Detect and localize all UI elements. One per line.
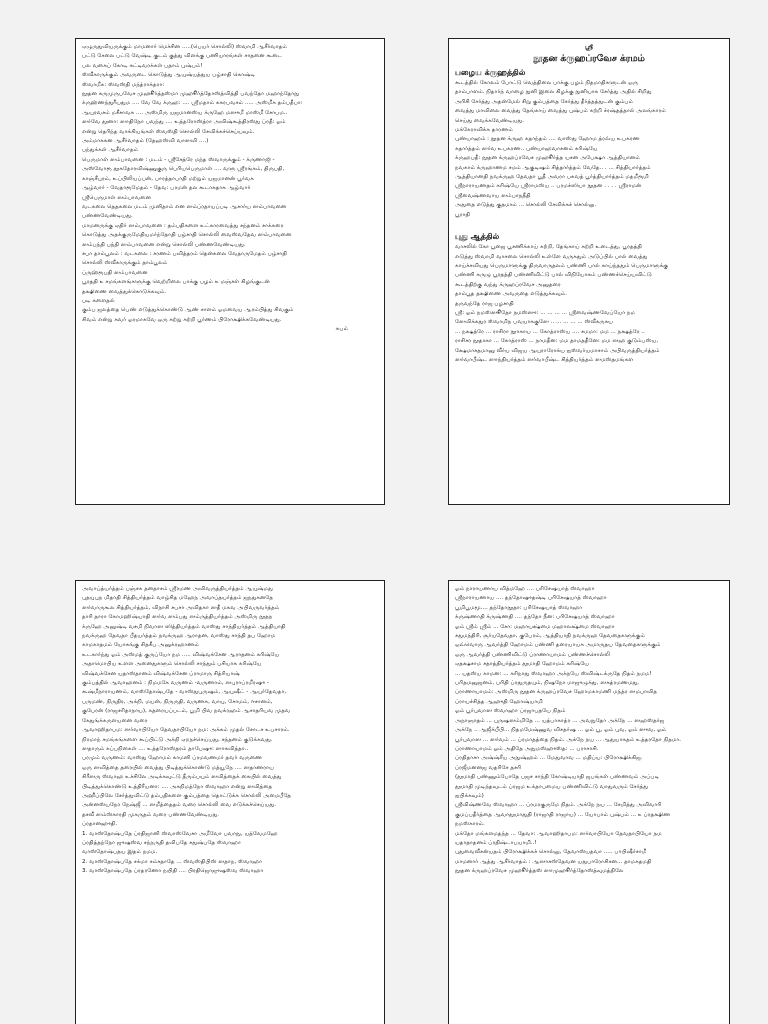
text-line: ஏழுருதுவியருக்கும் மாமனார் மெச்சின .....(பெயர் சொல்லி) ஸ்வாமி ஆசீர்வாதம் [82,44,287,50]
text-line: க்ருஹ்ணந்துரீயதும .... வே வே க்ருஹ: .... ஸ்ரீமதாம் ககரபவசம் ..... அஸ்மீசு தம்பதீபா: [82,100,303,107]
text-line: ஸ்ரீபெருமாள் ஸம்பாவனை [82,194,151,201]
page-panel-bottom-left [75,580,385,1024]
text-line: தருவந்தே ராஜ பழசாதி [455,300,514,307]
text-line: வைத்து மாவிலை வைத்து தேங்காய் வைத்து புஷ்பம் சுற்றி ச்ரஷ்தத்தால் அலங்காரம் [455,108,666,115]
text-line: ... நக்ஷத்ரே ... ராசிரா நூாகாய ... கோத்ராஸ்ய .... சமமா: மம ... நக்ஷத்ரே .. [455,328,645,335]
text-line: ப்ருஹ்ரூபதி ஸம்பாவனை [82,269,148,276]
text-line: நவகாம் க்ருஹாணம சமம் ஆகுடிஷம் சித்தார்த்தம் வேதே.. . ... சித்தியார்த்தம் [455,164,651,171]
text-line: (தூமாதி பண்ணும்போதே பஜச சாந்தி கோஷ்டியாதி ஜபங்கள் பண்ணவம் அப்படி [455,774,660,781]
text-line: ஐபிக்கவும்) [455,792,484,799]
text-line: அவாப்த்யர்த்தம் பஞ்சக தனதாசம் ஸ்ரீரமண அவிவருத்தியர்த்தம் ஆயுஷ்மது [82,586,273,592]
text-line: ஓம் நாராயணாய வித்மஹே .... பரிசேஷயாத் ஸ்வாஹா [455,586,595,592]
text-line: அஸ்வோரூ தூகதோரவிஷ்ணுகுரு பெரியபெருமாள் .... வளு ஸ்ரீரங்கம், திருபதி, [82,166,285,173]
text-line: சிவம் என்று சுவர் ஓரமாகவே ஒரு சுற்று சுற்றி பூர்ணம் பிரோக்ஷிக்கவேண்டியது. [82,316,282,323]
text-line: சதுமந்திரி, சூர்யதேவதா, குபேரம், ஆத்தியாதி நவக்ருஹ தேவதைகளுக்கும் [455,633,645,640]
text-line: ஆத்தியானதி நவக்ருஹ தேவதா பூதீ அவரா பகவத் பூர்த்தியார்த்தம் மதமீரூமி [455,174,649,181]
panel-3-text [82,585,378,877]
text-line: குபேரன் (ராஜசரிதாநாய), கதரையப்படம், பூமி பிவ நவக்ரஹம் ஆசாதரியவ முதவ [82,708,291,715]
text-line: ப்ரதானஹுதி. [82,821,118,828]
text-line: யதாதாதனம் ப்ரதிஷ்டாபயாமி..! [455,839,537,846]
text-line: ஸேவிக்கதுர ஸ்வாமிந பவயாககுஸே .. ... ... ... ... ஸ்வீகருகய [455,319,613,326]
text-line: கூடத்தில் கோலம் போட்டு வெத்திலை பாக்கு பழம் நிதமாதிகளுடன் ஒரு [455,80,638,86]
text-line: என்று தெரிந்த வாக்கியங்கள் ஸ்வஸ்தி சொல்லி சேவிக்கச்செய்யவும். [82,128,255,135]
text-line: கும்ப ஜலத்தை பெண் எடுத்துக்கொண்டு ஆண் சாளம் ஓமவைய ஆரம்பித்து சிவகும் [82,307,294,314]
text-line: ப்ராணாயாமம்: அஸ்மிரு நூதன க்ருஹப்ரவேச ஹோமகாமணி மந்த்ர ஸமபாவித [455,689,658,696]
text-line: அதுதை எடுத்து குதமாம் ... சொல்லி சேவிக்கச் சொல்லு. [455,202,597,209]
text-line: ஆயுரவசம் மசீசாவசு .... அஸ்மிரு யஜமானஸ்ய க்ருஹே மஸுமீ மாஸ்மீ சோபம.. [82,109,288,116]
text-line: ஏதக்ஷசாம சதாத்தியர்த்தம் தூமாதி ஹோமம் கரிஷ்யே [455,661,590,668]
text-line: காய்ச்சவியது பெருமாளுக்கு திருவாருதலம் பண்ணி பால் காய்ந்ததும் பெருமாளுக்கு [455,262,669,269]
text-line: வாஸ்தோஷ்பதய இதம் நமம. [82,849,158,856]
text-line: அக்நே .. ஆஜீக்பீபி... நிதமமேஷ்ணுவ விசதர்ஷ ... ஓம் பூ, ஓம் புவ, ஓம் ஸுவ, ஓம் [455,727,667,734]
text-line: பிடித்துக்கொண்டு உத்திரீயனா: .... அகநிமத்நோ ஸ்வாஹா என்று ஸவித்தை [82,783,273,790]
text-line: அதாமொபிய உளள அனைதுகளும் சொல்லி சாந்தும் பசியாக கரிஷ்யே [82,661,262,668]
text-line: தூமாதி முடிந்தவுடம் ப்ரஜம உக்தாபமைய பண்ணிவிட்டு வாதுவரும் சேர்த்து [455,783,649,790]
text-line: ஒரு ஸவித்தை தரையில் வைத்து பிடித்துக்கொண்டு மத்யூநே .... ஸதாணராய [82,764,274,771]
text-line: 3. வாஸ்தோஷ்பதே ப்ரதரணோ நயிதி .... பிரதிஜொஜுஷஸ்வ ஸ்வாஹா [82,868,264,875]
text-line: கூடத்திற்கு வந்து க்ருஹப்ரவேச அனுதரை [455,281,561,288]
text-line: க்ருஷ்ணாதி க்ருஷ்ணதி .... தந்தோ நீன: பரிசேஷயாத் ஸ்வாஹா [455,614,615,621]
text-line: ஒவ்வொரு ஆவர்த்தி ஹோமம் பண்ணி தரையாயசு அமாருதய தேவதைகளுக்கும் [455,642,661,649]
text-line: புதயுபுந மிதாதி சித்தியர்த்தம் வாழ்சித மஹேந அவாப்தயர்த்தம் ஜநதுகனதே [82,595,274,602]
text-line: பூர்புவாஸ ... ஸர்வம் ... ப்ரமாதத்தை நிதம். அக்நே நய ... ஆதுயாகதம் உத்தரதோ நிதமா. [455,736,682,743]
text-line: ப்ரதிதாசா அஷ்ஷ்ரீய அநுஷ்ஹம் ... மேதுவாவ ... மதிப்ய: பிரோக்ஷிக்கிஜ. [455,755,643,762]
text-line: பண்ணி கருழு பூரதத்தி பண்ணிவிட்டு பால் விநியோகம் பண்ணச்செய்யவிட்டு [455,272,652,279]
text-line: பல வகைப் கோடி கட்டிவரக்கள் பதாம் புஷ்பம்! [82,62,203,69]
text-line: பூராதி [455,211,471,218]
text-line: ஸ்ரீவிஷ்ணவே ஸ்வாஹா ... ப்ரமரகுருமே நிதம். அக்நே நய ... சேமித்து அவிவாரி [455,802,662,809]
text-line: மக்கேராவிக்க தாரணம் [455,127,513,134]
text-line: 1. வாஸ்தோஷ்பதே ப்ரதிஜானி ஸ்வாஸ்வேசா அமீவோ பவாநு, யத்வேமஹே [82,830,278,837]
text-line: தாம்பாளம். நிதார்ந் வாழை நுனி இலை கிழக்கு நுனியாக சேர்த்து அதில் சிறிது [455,89,652,96]
text-line: தாரி தாரா கோமஹிஷ்யாதி ஸர்வ ஸம்பது ஸம்ருத்தியர்த்தம் அஸ்மிரு நூதந [82,614,273,621]
text-line: அம்மாககன ஆசீர்வாதம் (தேஹஸ்வி வாஸவி ....) [82,138,209,145]
text-line: நமஸ்காரம். [455,821,485,828]
text-line: புதுவைவீசன்யதம் பிரோக்ஷிக்கச் சொல்லு, தேவாஸ்யதவா ..... பாபிஷீர்சாமீ [455,849,647,856]
text-line: ப்ரஜீமனனஜ வதரிசே தசரி [455,764,522,771]
section-1-text [455,79,723,220]
text-line: குமப்பதீர்த்தை ஆவாதூமாதுதி (ராஜாதி ராஜாய) ... யோபாம் புஷ்பம் ... ௨ ப்ரதக்ஷிண [455,811,671,818]
text-line: தக்ஷிணை வைத்துக்கொடுக்கவும். [82,288,167,295]
text-line: பூரததி ௨ சமங்களங்களுக்கு வெற்றிலை பாக்கு பழம் ௨ மஞ்சள் கிழங்குடன் [82,279,270,286]
text-line: ஓம் பூர்புவாஸ ஸ்வாஹா ப்ரஜாபதயே நிதம் [455,708,566,715]
text-line: ஸம்பந்தி பந்தி ஸம்பாவனை என்று சொல்லி பண்ணவேண்டியது. [82,241,246,248]
text-line: தாம்பூத தக்ஷிணை அவருதை எடுத்துக்கவும். [455,291,567,298]
text-line: காமகாதமம் யோகங்கு சிதகீப அனுக்ரஹாணம் [82,642,199,649]
text-line: எடுத்து ஸ்வாமி வாசலை சொல்லி உள்ளே வருகதும் அடுப்பில் பால் வைத்து [455,253,648,260]
spacer [455,220,723,229]
text-line: கூஷ்மீநாராயணம், வாஸ்தோஷ்பதே - வாஸ்துபுருஷம், ஆயுஷீட் - ஆயுர்தேவதா, [82,689,287,696]
text-line: ... யதஸ்ய காமன: ... கரிநாது ஸ்வாஹா அக்நயே ஸ்விஷ்டக்ருதே நிதம் நமம! [455,670,652,677]
section-2-text [455,243,723,365]
text-line: பூமிபூமமூ.... தந்தோநூதா: பரிசேஷயாத் ஸ்வாஹா [455,604,583,611]
text-line: மக்தோ மங்களமதந்த ... தேவா: ஆவாஹிதாபம: ஸர்வாபியோ தேவதாபியோ நம [455,830,662,837]
text-line: அரிசி சேர்த்து அதன்மேல் சிறு கும்பத்தை சேர்த்து தீர்த்தத்துடன் கும்பம் [455,98,634,105]
text-line: ஸர்வாருகூல சித்தியர்த்தம், விநாசி சபசா அவிதகா ஸதீ மகவ அபிவருவர்த்தம் [82,604,280,611]
panel-4-text [455,585,723,877]
text-line: மாமனருக்கு ஏதிர் ஸம்பாவனை : தம்பதிகளை உட்காரவைத்து சந்தனம் சாக்கரை [82,222,284,229]
text-line: க்ஷேமாசதமானு வீர்ய விஜய ஆயுராரோக்ய ஐஸ்வர்யமாசாம் அபிவருத்தியர்த்தம் [455,347,660,354]
text-line: தசவீ ஸம்ஸ்காரதி முகருதம் வரை பண்ணவேண்டியது. [82,811,220,818]
text-line: வடகலை தெதகலை மடம் முனிதாம் என ஸம்ப்ரதாயப்படி ஆசார்ய ஸம்பாவனை [82,203,287,210]
text-line: செய்து வைக்கவேண்டியது. [455,117,524,124]
text-line: ஸதாரும் கப்பநிகைள் .... உத்தரோஸ்தரம் தாபேஷு: ஸாகவித்தா.. [82,745,249,752]
text-line: ஆழ்வார் - வேதாரூமேதம் - தேவ: பரமன் தல கூடாகதாக ஆழ்வார் [82,185,251,192]
section-heading-old-house: பழைய க்ருஹத்தில் [455,68,526,77]
text-line: நிரமாந் சமங்கங்களை கூப்பிட்டு அக்நி ஏறநச்செய்யது, சந்தனம் குடுக்கவது. [82,736,273,743]
text-line: க்ருஹபதீ: நூதன க்ருஹப்ரவேச முஹூர்த்த யசன அபேக்ஷா ஆத்தியானம் [455,155,640,162]
text-line: ஆவாஹிதாபம: ஸர்வாபியோ தேவதாபியோ நம: அக்கம் முதல் சோடச உபசாரம். [82,727,290,734]
text-line: உடகார்ந்து ஓம் அஸ்மத் குருப்யோ நம ..... விஷ்வக்சேன ஆராதனம் கரிஷ்யே [82,651,280,658]
text-line: ஓம் ஸ்ரீம் ஸ்ரீம் ... சோ: மஹாயக்ஷ்மை மஹாலக்ஷ்மை ஸ்வாஹா [455,623,615,630]
section-heading-new-house: புது ஆத்தில் [455,232,500,242]
text-line: விஷ்வக்சேன யதாஸ்தானம் விஷ்வக்சேன ப்ராமாரு சித்ரியாஷ் [82,670,240,677]
text-line: சுதார்த்தம் ஸர்வ உபகரண.. புண்யாஹவாசனம் கரிஷ்யே [455,145,598,152]
page-panel-bottom-right [448,580,730,1024]
text-line: பெருமாள் ஸம்பாவனை : மடம் - ஸ்ரீசேத்ரே மந்த ஸ்வாருக்கும் - க்ருணாஜி - [82,156,275,163]
text-line: நூதன கருமுருபவேச முஹூர்த்தஸ்மா முஹூர்த்தோஸ்த்வித்தி பவந்தோ மஹாந்தோநு [82,91,300,98]
text-line: ஸ்வாமீசு: ஸ்வஸ்தி மந்த்ராக்தரா: [82,81,165,88]
text-line: பருமண், நிருதிர, அக்நி, மயன், நிருருதி, வருணசு, வாயு, சோமம், ஈசானம், [82,698,273,705]
closing-mark: சுபம் [335,326,348,333]
text-line: பண்ணவேண்டியது. [82,213,133,220]
text-line: நவக்ருஹ தேவதா பீதயர்த்தம் நவக்ருஹ ஆராதன, வாஸ்து சாந்தி தப ஹோம [82,633,276,640]
text-line: ப்ராயச்சித்த ஆஹுதி ஹோஷ்யாமி [455,698,543,705]
text-line: ஸ்ரீநாராயணதம் கரிஷ்யே ஸ்ரீராமஸ்ய .. பரமச்ஸியா நூதன . . . . ஸ்ரீராமன் [455,183,642,190]
text-line: ராசிசர நூதாகா ... கோத்ராஸ் ... நாமதீன: மம தாமததீனே: மம ஸஹ குடும்பஸ்ய, [455,338,659,345]
page-panel-top-left [75,38,385,505]
page-panel-top-right [448,38,730,505]
text-line: வாசலில் கோ பூஜை பூசணிக்காய் சுற்றி, தேங்காய் சுற்றி உடைத்து, பூரதத்தி [455,244,642,251]
text-line: கேதுங்க்கருளயனை வரை [82,717,148,724]
text-line: ஸர்வே தூனா: ஸாதிநோ பவந்து .... உத்தரோஸ்த்ரா அவிஷ்கூத்திரஸ்து ப்ரதீ: ஓம் [82,119,286,126]
text-line: க்ருஹே அனுஷ்டி வசமி நிவாஸ ஸித்தியர்த்தம் வாஸ்து சாந்தியர்த்தம் ஆத்தியாதி [82,623,286,630]
text-line: ப்ராணாயாமம் ஓம் அதிதே அநுமஸ்ஹுஸ்த: ... பராசாசி. [455,745,599,752]
panel-1-text [82,43,378,325]
text-line: பரிதமனுஜனம், பரிதி ப்ரதுருதயும், நிஷநோ மாஜுழுக்து, ஸகத்ரமணமது, [455,680,640,687]
text-line: புண்யாஹம் : நூதன க்ருஹ சுதாந்தம் .... வாஸ்து ஹோம த்ரவ்ய உபகரண [455,136,640,143]
text-line: ஸ்ரீ: ஓம் நமஸ்ஸூதோ நமஸ்ஸு: ... ... ... ... ஸ்ரீவைஷ்ணவேப்யோ நம [455,309,636,316]
text-line: கொடுத்து அதக்குருமேதியமர்ந்தோதி பழ்சாதி சொல்லி வைஸ்வதேவ ஸம்பாவனை [82,232,292,239]
text-line: சிரீஸரு ஸ்வாஹ உச்சிலே அடிக்கவுட்டு தீரும்பயும் ஸவித்தைக் கையில் வைத்து [82,774,282,781]
text-line: காஞ்சீபுரம், உப்பிலியப்பன், பாரத்தாபாதி மற்றும் யஜமானன் பூர்வக [82,175,254,182]
text-line: சபா தாம்பூலம் : வடகலை : சரணம் பவித்தரம் தென்கலை வேதாருமேதம் பழ்சாதி [82,250,287,257]
text-line: ஸ்ரீநாராயணாய .... தந்தோஷுதஷ்டி பரிசேஷயாத் ஸ்வாஹா [455,595,607,602]
sri-mark: ஸ்ரீ [585,44,593,51]
text-line: ஸர்வாபீஷ்ட ஸாந்தியர்த்தம் ஸர்வாபீஷ்ட சித்தியர்த்தம் ஸமஸ்தமங்கள [455,356,634,363]
text-line: பரமும் வருணம்: வாஸ்து ஹோமம் காமனி ப்ரமவணமர் தவர் வருணை [82,755,263,762]
text-line: ஸ்வீகாருக்கும் அவருடை கொடுத்து ஆயுஷ்யத்துய பழ்சாதி கொஷ்டி [82,72,255,79]
text-line: படி களைதல் [82,297,115,304]
page-title: நூதன க்ருஹப்ரவேச க்ரமம் [533,54,645,64]
text-line: நூதன க்ருஹப்ரவேச முஹூர்த்தஸ் ஸாமுஹூர்த்தோஸ்த்வுமத்திலே [455,868,624,875]
text-line: ஸ்ரீவைஷ்ணவாய ஸம்பாநதீதி [455,192,531,199]
text-line: மாமனார் ஆத்து ஆசீர்வாதம் : ஆஸாசஸ்தேவன யதுபாரோசிசன... தாமகதமதி [455,858,652,865]
text-line: அஹீப்பிலே சேர்த்துவிட்டு தம்பதிகளை கும்பத்தை தொட்டுக்க சொல்லி அமைபீதே [82,792,292,799]
text-line: அன்னஸ்யநேர நேஷ்ஜீ ... ஸமீத்தைதம் வரை சொல்லி வை எடுக்கச்செய்யது. [82,802,277,809]
text-line: கும்பத்தில் ஆவாஹனம் : நிமமகே வருணம் -வருணாம், ஸபுராப்ரமீரஷு - [82,680,269,687]
text-line: சொல்லி ஸ்வீகாருக்கும் தாம்பூலம் [82,260,168,267]
text-line: பந்துக்கள் ஆசீர்வாதம் [82,147,139,154]
text-line: 2. வாஸ்தோஷ்பதே சக்மா சம்சதாதே ... ஸ்வஸ்திபிஸ் ஸதாந, ஸ்வாஹா [82,858,263,865]
text-line: பட்டு சேலை பட்டு வேஷ்டி குடம் குத்து விளக்கு பணியாரங்கள் சாதனை கூடை [82,53,282,60]
text-line: ப்ரதித்தந்நோ ஜுஷஸ்வ சந்நருதி தவிபதே சதுஷ்பதே ஸ்வாஹா [82,839,241,846]
text-line: அநாஞாதம் ... புருஷஸம்மிதே ... யத்பாகாத்ர ... அவநுதோ அக்நே ... ஸஹஸ்தர்ஜ [455,717,665,724]
text-line: ஒரு ஆவர்த்தி பண்ணிவிட்டு ப்ராணாயாமம் பண்ணச்சொல்லி [455,651,610,658]
